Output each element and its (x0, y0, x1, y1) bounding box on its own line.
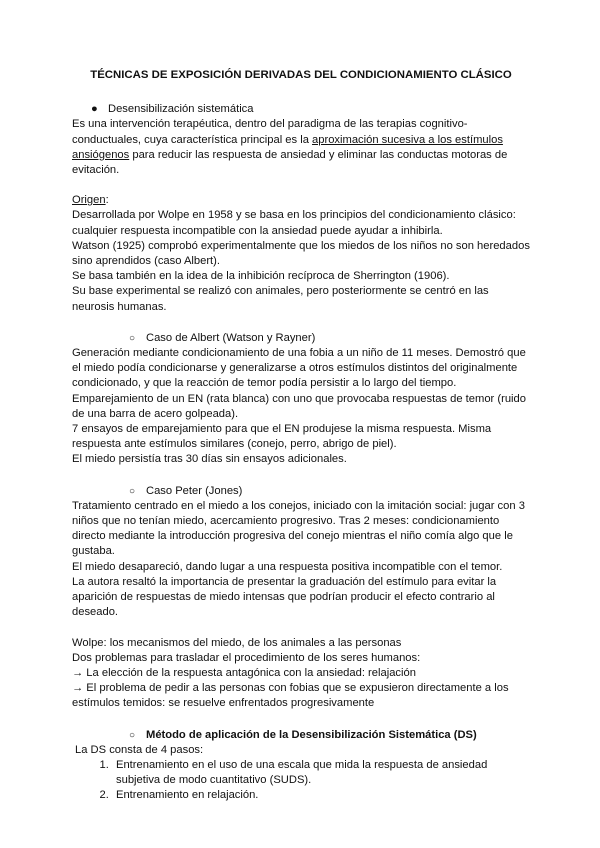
albert-line: 7 ensayos de emparejamiento para que el EN produjese la misma respuesta. Misma respuesta ante estímulos similares (conejo, perro, abrigo de piel). (72, 423, 492, 451)
bullet-dot-icon: ● (91, 103, 98, 116)
albert-line: El miedo persistía tras 30 días sin ensayos adicionales. (72, 453, 347, 466)
bullet-label: Desensibilización sistemática (108, 103, 254, 116)
circle-bullet-icon: ○ (129, 729, 136, 741)
metodo-heading: Método de aplicación de la Desensibilización Sistemática (DS) (146, 728, 477, 741)
list-item: 2. Entrenamiento en relajación. (112, 788, 530, 803)
peter-line: La autora resaltó la importancia de presentar la graduación del estímulo para evitar la aparición de respuestas de miedo intensas que podrían producir el efecto contrario al deseado. (72, 575, 497, 619)
document-page (72, 68, 530, 804)
circle-bullet-icon: ○ (129, 485, 136, 497)
origen-line: Watson (1925) comprobó experimentalmente que los miedos de los niños no son heredados sino aprendidos (caso Albert). (72, 239, 530, 268)
wolpe-line: Dos problemas para trasladar el procedimiento de los seres humanos: (72, 651, 421, 664)
origen-line: Su base experimental se realizó con animales, pero posteriormente se centró en las neurosis humanas. (72, 285, 489, 313)
origen-line: Desarrollada por Wolpe en 1958 y se basa en los principios del condicionamiento clásico: cualquier respuesta incompatible con la ansiedad puede ayudar a inhibirla. (72, 209, 516, 237)
albert-line: Generación mediante condicionamiento de una fobia a un niño de 11 meses. Demostró que el miedo podía condicionarse y generalizarse a otros estímulos distintos del originalmente condicionado, y que la reacción de temor podía persistir a lo largo del tiempo. (72, 347, 526, 390)
sub-bullet-albert (72, 331, 530, 346)
metodo-intro: La DS consta de 4 pasos: (75, 743, 204, 756)
bullet-desensibilizacion (72, 102, 530, 117)
peter-line: Tratamiento centrado en el miedo a los conejos, iniciado con la imitación social: jugar con 3 niños que no tenían miedo, acercamiento progresivo. Tras 2 meses: condicionamiento directo mediante la introducción progresiva del conejo mientras el niño comía algo que le gustaba. (72, 499, 525, 558)
wolpe-line: Wolpe: los mecanismos del miedo, de los animales a las personas (72, 636, 402, 649)
origen-heading: Origen: (72, 194, 109, 207)
sub-bullet-peter (72, 484, 530, 499)
peter-heading: Caso Peter (Jones) (146, 484, 243, 497)
list-item: 1. Entrenamiento en el uso de una escala que mida la respuesta de ansiedad subjetiva de modo cuantitativo (SUDS). (112, 758, 530, 788)
albert-line: Emparejamiento de un EN (rata blanca) con uno que provocaba respuestas de temor (ruido de una barra de acero golpeada). (72, 392, 526, 420)
metodo-steps-list (72, 758, 530, 804)
sub-bullet-metodo (72, 728, 530, 743)
circle-bullet-icon: ○ (129, 332, 136, 344)
wolpe-line: → La elección de la respuesta antagónica con la ansiedad: relajación (72, 666, 416, 679)
page-title: TÉCNICAS DE EXPOSICIÓN DERIVADAS DEL CONDICIONAMIENTO CLÁSICO (90, 69, 512, 81)
underlined-key-phrase: aproximación sucesiva a los estímulos ansiógenos (72, 133, 503, 161)
wolpe-line: → El problema de pedir a las personas con fobias que se expusieron directamente a los estímulos temidos: se resuelve enfrentados progresivamente (72, 682, 509, 710)
peter-line: El miedo desapareció, dando lugar a una respuesta positiva incompatible con el temor. (72, 560, 503, 573)
origen-line: Se basa también en la idea de la inhibición recíproca de Sherrington (1906). (72, 270, 450, 283)
albert-heading: Caso de Albert (Watson y Rayner) (146, 331, 316, 344)
intro-paragraph: Es una intervención terapéutica, dentro del paradigma de las terapias cognitivo-conductuales, cuya característica principal es la aproximación sucesiva a los estímulos ansiógenos para reducir las respuesta de ansiedad y eliminar las conductas motoras de evitación. (72, 118, 508, 177)
